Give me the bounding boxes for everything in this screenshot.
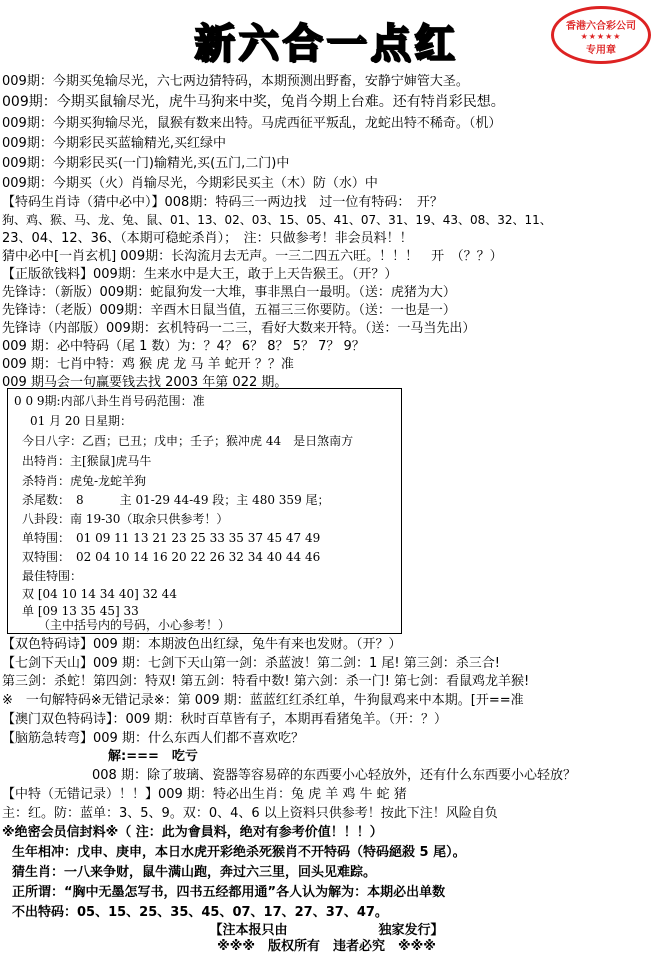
prediction-line: 009 期：必中特码（尾 1 数）为：？4？ 6？ 8？ 5？ 7？ 9？ [2,339,365,354]
box-line: 01 月 20 日星期： [30,414,132,428]
prediction-line: 009 期：七肖中特：鸡 猴 虎 龙 马 羊 蛇开 ？？准 [2,357,294,372]
info-line: 第三剑：杀蛇！第四剑：特双! 第五剑：特看中数! 第六剑：杀一门! 第七剑：看鼠鸡龙羊猴! [2,674,530,689]
prediction-line: 009 期马会一句赢要钱去找 2003 年第 022 期。 [2,375,288,390]
info-line: 猜生肖：一八来争财，鼠牛满山跑，奔过六三里，回头见难踪。 [12,865,377,880]
seal-stars: ★★★★★ [580,32,622,41]
box-line: 八卦段：南 19-30（取余只供参考！） [22,512,229,526]
prediction-line: 先锋诗（内部版）009期：玄机特码一二三，看好大数来开特。（送：一马当先出） [2,321,476,336]
footer-distribution: 【注本报只由 独家发行】 [209,923,444,938]
prediction-line: 先锋诗：（新版）009期：蛇鼠狗发一大堆，事非黑白一最明。（送：虎猪为大） [2,285,456,300]
member-note: ※绝密会员信封料※（ 注：此为會員料，绝对有参考价值！！！） [2,825,383,840]
info-line: 【脑筋急转弯】009 期：什么东西人们都不喜欢吃？ [2,731,304,746]
seal-text-bottom: 专用章 [586,45,616,56]
info-line: 生年相冲：戊申、庚申，本日水虎开彩绝杀死猴肖不开特码（特码絕殺 5 尾）。 [12,845,466,860]
box-line: 双特围： 02 04 10 14 16 20 22 26 32 34 40 44 46 [22,550,321,564]
prediction-line: 009期：今期买鼠输尽光，虎牛马狗来中奖，兔肖今期上台难。还有特肖彩民想。 [2,94,505,110]
prediction-line: 猜中必中[一肖玄机] 009期：长沟流月去无声。一三二四五六旺。！！！ 开 （？？） [2,249,503,264]
box-line: 单特围： 01 09 11 13 21 23 25 33 35 37 45 47 49 [22,531,321,545]
prediction-line: 狗、鸡、猴、马、龙、兔、鼠、01、13、02、03、15、05、41、07、31、19、43、08、32、11、 [2,213,552,227]
prediction-line: 009期：今期买狗输尽光，鼠猴有数来出特。马虎西征平叛乱，龙蛇出特不稀奇。（机） [2,116,502,131]
box-line: 出特肖：主[猴鼠]虎马牛 [22,454,152,468]
prediction-line: 先锋诗：（老版）009期：辛酉木日鼠当值，五福三三你要防。（送：一也是一） [2,303,456,318]
bagua-box [7,388,402,634]
company-seal [551,6,651,64]
info-line: ※ 一句解特码※无错记录※：第 009 期：蓝蓝红红杀红单，牛狗鼠鸡来中本期。[开==准 [2,693,524,708]
prediction-line: 009期：今期彩民买(一门)输精光,买(五门,二门)中 [2,156,290,171]
info-line: 【双色特码诗】009 期：本期波色出红绿，兔牛有来也发财。（开？） [2,637,402,652]
info-line: 【澳门双色特码诗】：009 期：秋时百草皆有子，本期再看猪兔羊。（开：？） [2,712,447,727]
prediction-line: 【正版欲钱料】009期：生来水中是大王，敢于上天告猴王。（开？） [2,267,398,282]
prediction-line: 【特码生肖诗（猜中必中）】008期：特码三一两边找 过一位有特码： 开？ [2,195,443,210]
prediction-line: 009期：今期彩民买蓝输精光,买红绿中 [2,136,226,151]
box-line: 双 [04 10 14 34 40] 32 44 [22,587,177,601]
box-line: 杀尾数： 8 主 01-29 44-49 段；主 480 359 尾； [22,493,330,507]
riddle-next: 008 期：除了玻璃、瓷器等容易碎的东西要小心轻放外，还有什么东西要小心轻放？ [92,768,576,783]
prediction-line: 23、04、12、36、（本期可稳蛇杀肖）； 注：只做参考！非会员料！！ [2,231,413,246]
box-line: 单 [09 13 35 45] 33 [22,604,139,618]
info-line: 【中特（无错记录）！！】009 期：特必出生肖：兔 虎 羊 鸡 牛 蛇 猪 [2,787,407,802]
seal-text-top: 香港六合彩公司 [566,21,636,32]
box-line: （主中括号内的号码，小心参考！） [38,618,231,632]
prediction-line: 009期：今期买（火）肖输尽光，今期彩民买主（木）防（水）中 [2,176,378,191]
box-line: 0 0 9期:内部八卦生肖号码范围：准 [14,394,205,408]
page-title: 新六合一点红 [194,21,459,67]
box-line: 最佳特围： [22,569,83,583]
info-line: 【七剑下天山】009 期：七剑下天山第一剑：杀蓝波！第二剑：1 尾! 第三剑：杀三合! [2,656,500,671]
box-line: 今日八字：乙酉；已丑；戊申；壬子；猴冲虎 44 是日煞南方 [22,434,354,448]
info-line: 主：红。防：蓝单：3、5、9。双：0、4、6 以上资料只供参考！按此下注！风险自负 [2,806,498,821]
info-line: 正所谓：“胸中无墨怎写书，四书五经都用通”各人认为解为：本期必出单数 [12,885,446,900]
box-line: 杀特肖：虎兔-龙蛇羊狗 [22,474,147,488]
prediction-line: 009期：今期买兔输尽光，六七两边猜特码，本期预测出野畜，安静宁婶管大圣。 [2,74,469,89]
info-line: 不出特码：05、15、25、35、45、07、17、27、37、47。 [12,905,388,920]
riddle-answer: 解:=== 吃亏 [108,749,198,764]
footer-copyright: ※※※ 版权所有 违者必究 ※※※ [217,939,436,954]
